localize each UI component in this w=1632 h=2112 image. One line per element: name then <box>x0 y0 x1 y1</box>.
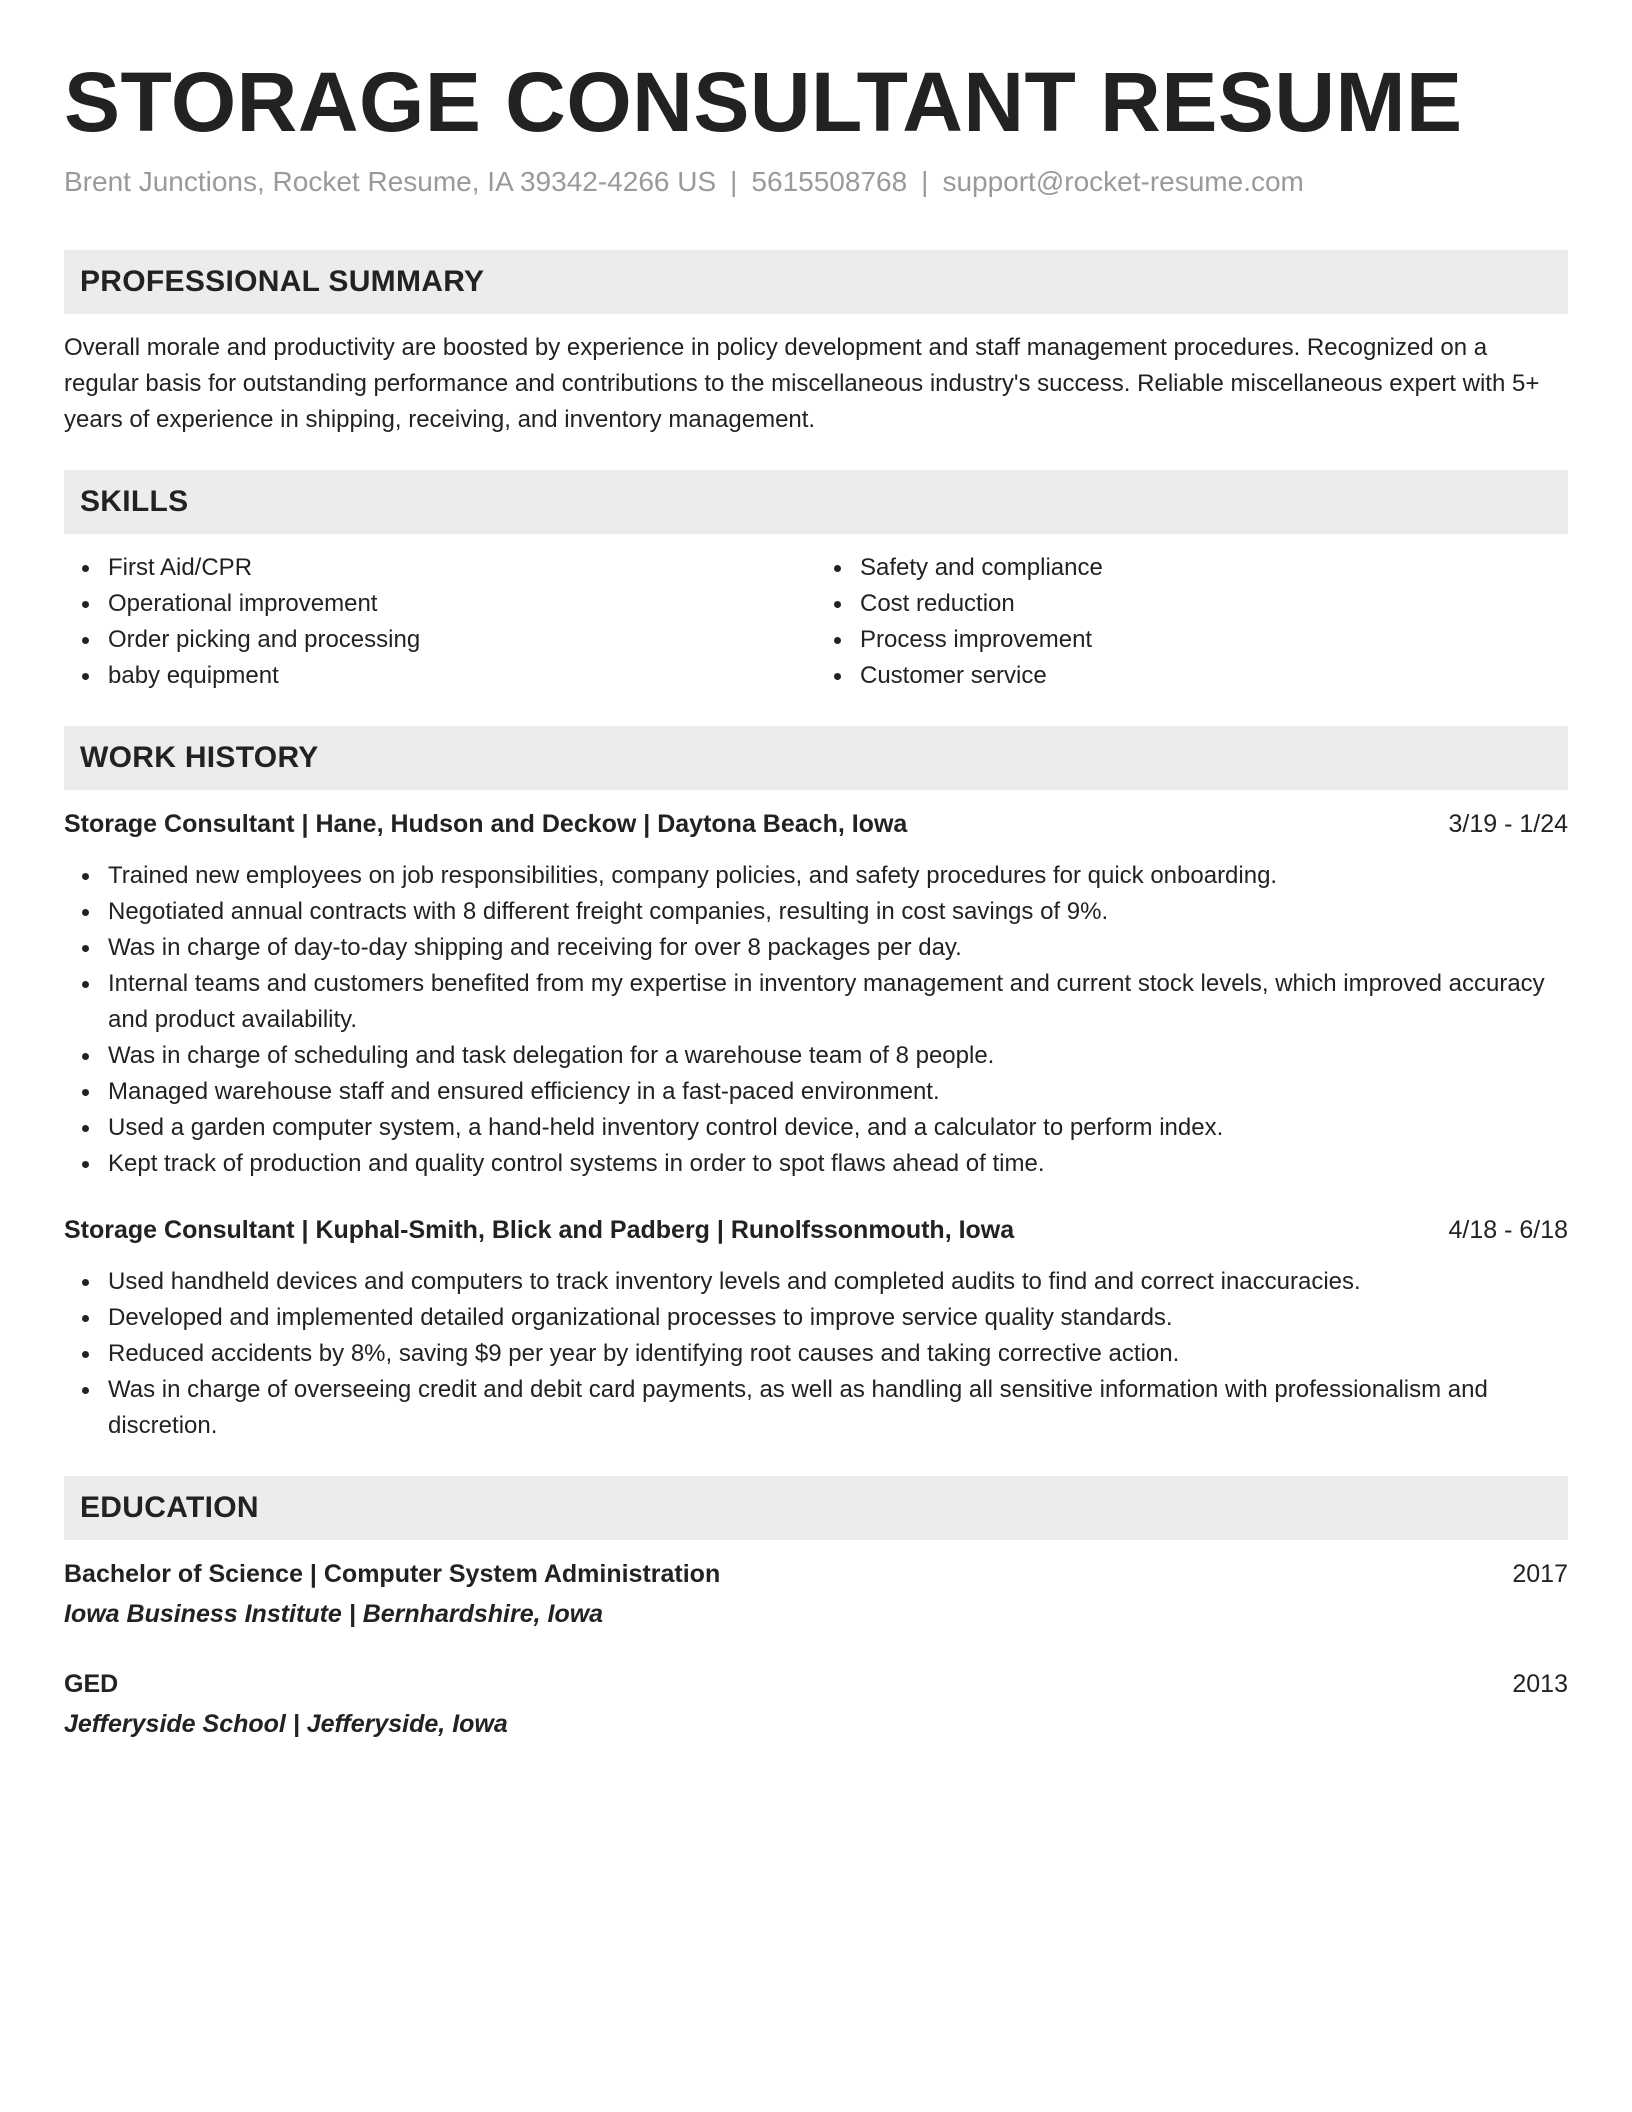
summary-text: Overall morale and productivity are boosted by experience in policy development and staff management procedures. Recognized on a regular basis for outstanding performance and contributions to the miscellaneous industry's success. Reliable miscellaneous expert with 5+ years of experience in shipping, receiving, and inventory management. <box>64 334 1540 433</box>
skill-item: Safety and compliance <box>816 550 1568 586</box>
section-header-education <box>64 1476 1568 1540</box>
contact-email: support@rocket-resume.com <box>942 166 1304 197</box>
job-entry <box>64 1212 1568 1444</box>
job-title: Storage Consultant | Hane, Hudson and Deckow | Daytona Beach, Iowa <box>64 810 908 838</box>
job-dates: 3/19 - 1/24 <box>1448 810 1568 838</box>
job-header <box>64 806 1568 842</box>
duty-item: Was in charge of scheduling and task delegation for a warehouse team of 8 people. <box>64 1038 1568 1074</box>
duty-item: Managed warehouse staff and ensured efficiency in a fast-paced environment. <box>64 1074 1568 1110</box>
contact-line <box>64 164 1568 200</box>
section-heading: PROFESSIONAL SUMMARY <box>80 265 485 298</box>
job-header <box>64 1212 1568 1248</box>
education-degree: Bachelor of Science | Computer System Administration <box>64 1560 721 1588</box>
duty-item: Used handheld devices and computers to track inventory levels and completed audits to find and correct inaccuracies. <box>64 1264 1568 1300</box>
duty-item: Internal teams and customers benefited from my expertise in inventory management and current stock levels, which improved accuracy and product availability. <box>64 966 1568 1038</box>
section-header-summary <box>64 250 1568 314</box>
skill-item: baby equipment <box>64 658 816 694</box>
skill-item: Cost reduction <box>816 586 1568 622</box>
skills-column-right <box>816 550 1568 694</box>
contact-address: Brent Junctions, Rocket Resume, IA 39342-4266 US <box>64 166 717 197</box>
duty-item: Used a garden computer system, a hand-held inventory control device, and a calculator to perform index. <box>64 1110 1568 1146</box>
section-header-work <box>64 726 1568 790</box>
duty-item: Developed and implemented detailed organizational processes to improve service quality standards. <box>64 1300 1568 1336</box>
contact-phone: 5615508768 <box>751 166 908 197</box>
skill-item: Operational improvement <box>64 586 816 622</box>
section-heading: SKILLS <box>80 485 189 518</box>
education-header <box>64 1556 1568 1592</box>
job-entry <box>64 806 1568 1182</box>
education-degree: GED <box>64 1670 119 1698</box>
section-heading: EDUCATION <box>80 1491 259 1524</box>
education-school: Iowa Business Institute | Bernhardshire, Iowa <box>64 1600 604 1628</box>
job-duties <box>64 1264 1568 1444</box>
education-entry <box>64 1556 1568 1632</box>
skill-item: Process improvement <box>816 622 1568 658</box>
education-year: 2017 <box>1512 1560 1568 1588</box>
skill-item: First Aid/CPR <box>64 550 816 586</box>
skill-item: Order picking and processing <box>64 622 816 658</box>
section-header-skills <box>64 470 1568 534</box>
duty-item: Kept track of production and quality control systems in order to spot flaws ahead of time. <box>64 1146 1568 1182</box>
job-duties <box>64 858 1568 1182</box>
duty-item: Was in charge of overseeing credit and debit card payments, as well as handling all sensitive information with professionalism and discretion. <box>64 1372 1568 1444</box>
duty-item: Negotiated annual contracts with 8 different freight companies, resulting in cost savings of 9%. <box>64 894 1568 930</box>
contact-separator: | <box>921 166 929 197</box>
duty-item: Reduced accidents by 8%, saving $9 per year by identifying root causes and taking corrective action. <box>64 1336 1568 1372</box>
job-title: Storage Consultant | Kuphal-Smith, Blick and Padberg | Runolfssonmouth, Iowa <box>64 1216 1015 1244</box>
skills-column-left <box>64 550 816 694</box>
education-entry <box>64 1666 1568 1742</box>
job-dates: 4/18 - 6/18 <box>1448 1216 1568 1244</box>
education-header <box>64 1666 1568 1702</box>
resume-title: STORAGE CONSULTANT RESUME <box>64 55 1463 149</box>
skill-item: Customer service <box>816 658 1568 694</box>
duty-item: Was in charge of day-to-day shipping and receiving for over 8 packages per day. <box>64 930 1568 966</box>
skills-list <box>64 550 1568 694</box>
education-school: Jefferyside School | Jefferyside, Iowa <box>64 1710 508 1738</box>
duty-item: Trained new employees on job responsibilities, company policies, and safety procedures for quick onboarding. <box>64 858 1568 894</box>
contact-separator: | <box>730 166 738 197</box>
education-year: 2013 <box>1512 1670 1568 1698</box>
section-heading: WORK HISTORY <box>80 741 319 774</box>
